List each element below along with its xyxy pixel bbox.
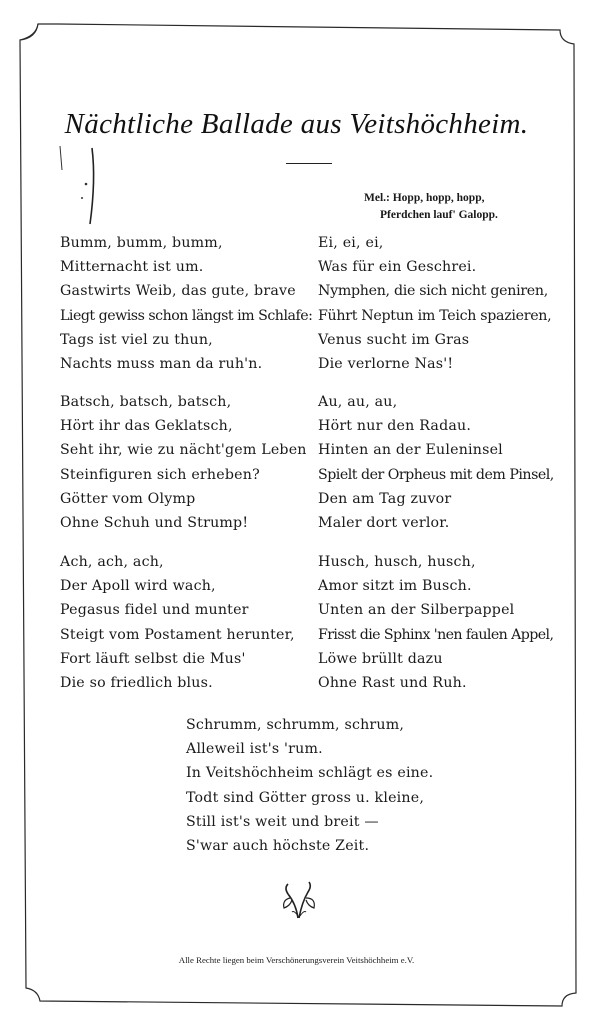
verse-line: Bumm, bumm, bumm, [60,235,223,251]
verse-line: Ohne Rast und Ruh. [318,674,467,691]
verse-line: Amor sitzt im Busch. [318,578,472,595]
stanza-right-2 [318,390,554,535]
verse-line: Schrumm, schrumm, schrum, [186,717,405,733]
melody-line-2: Pferdchen lauf' Galopp. [380,209,498,221]
verse-line: Tags ist viel zu thun, [60,331,213,348]
verse-line: Hinten an der Euleninsel [318,442,503,459]
flower-ornament-icon [278,880,320,920]
verse-line: Fort läuft selbst die Mus' [60,650,246,667]
title-divider [286,163,332,164]
verse-line: Hört ihr das Geklatsch, [60,418,233,435]
verse-line: Den am Tag zuvor [318,490,452,507]
poem-title: Nächtliche Ballade aus Veitshöchheim. [64,108,529,140]
stanza-left-1 [60,231,312,376]
verse-line: Steigt vom Postament herunter, [60,626,295,643]
verse-line: Nymphen, die sich nicht geniren, [318,283,548,300]
stanza-left-2 [60,390,307,535]
stanza-right-1 [318,231,551,376]
verse-line: Hört nur den Radau. [318,418,472,435]
stanza-left-3 [60,550,295,695]
verse-line: Mitternacht ist um. [60,259,204,276]
ink-flourish [52,140,102,230]
verse-line: Maler dort verlor. [318,514,450,531]
verse-line: Pegasus fidel und munter [60,602,249,619]
verse-line: S'war auch höchste Zeit. [186,837,370,854]
verse-line: Was für ein Geschrei. [318,259,477,276]
copyright-note: Alle Rechte liegen beim Verschönerungsverein Veitshöchheim e.V. [178,955,415,965]
stanza-right-3 [318,550,553,695]
verse-line: Todt sind Götter gross u. kleine, [186,789,425,806]
chorus-stanza [186,713,433,858]
verse-line: Liegt gewiss schon längst im Schlafe: [60,307,313,324]
verse-line: Löwe brüllt dazu [318,650,443,667]
verse-line: Unten an der Silberpappel [318,602,515,619]
melody-note [364,190,498,224]
verse-line: Frisst die Sphinx 'nen faulen Appel, [318,626,554,643]
verse-line: Die verlorne Nas'! [318,355,454,372]
verse-line: Venus sucht im Gras [318,331,470,348]
verse-line: Husch, husch, husch, [318,554,476,570]
verse-line: Ach, ach, ach, [60,554,164,570]
verse-line: Still ist's weit und breit — [186,813,379,830]
verse-line: Au, au, au, [318,394,398,410]
verse-line: Ei, ei, ei, [318,235,384,251]
verse-line: Götter vom Olymp [60,490,196,507]
verse-line: Führt Neptun im Teich spazieren, [318,307,552,324]
verse-line: Batsch, batsch, batsch, [60,394,232,410]
verse-line: Alleweil ist's 'rum. [186,741,323,758]
verse-line: Nachts muss man da ruh'n. [60,355,263,372]
melody-line-1: Mel.: Hopp, hopp, hopp, [364,192,485,204]
verse-line: Seht ihr, wie zu nächt'gem Leben [60,442,307,459]
verse-line: Spielt der Orpheus mit dem Pinsel, [318,466,554,483]
verse-line: Steinfiguren sich erheben? [60,466,260,483]
verse-line: Gastwirts Weib, das gute, brave [60,283,296,300]
verse-line: Der Apoll wird wach, [60,578,216,595]
verse-line: In Veitshöchheim schlägt es eine. [186,765,434,782]
verse-line: Ohne Schuh und Strump! [60,514,249,531]
verse-line: Die so friedlich blus. [60,674,213,691]
